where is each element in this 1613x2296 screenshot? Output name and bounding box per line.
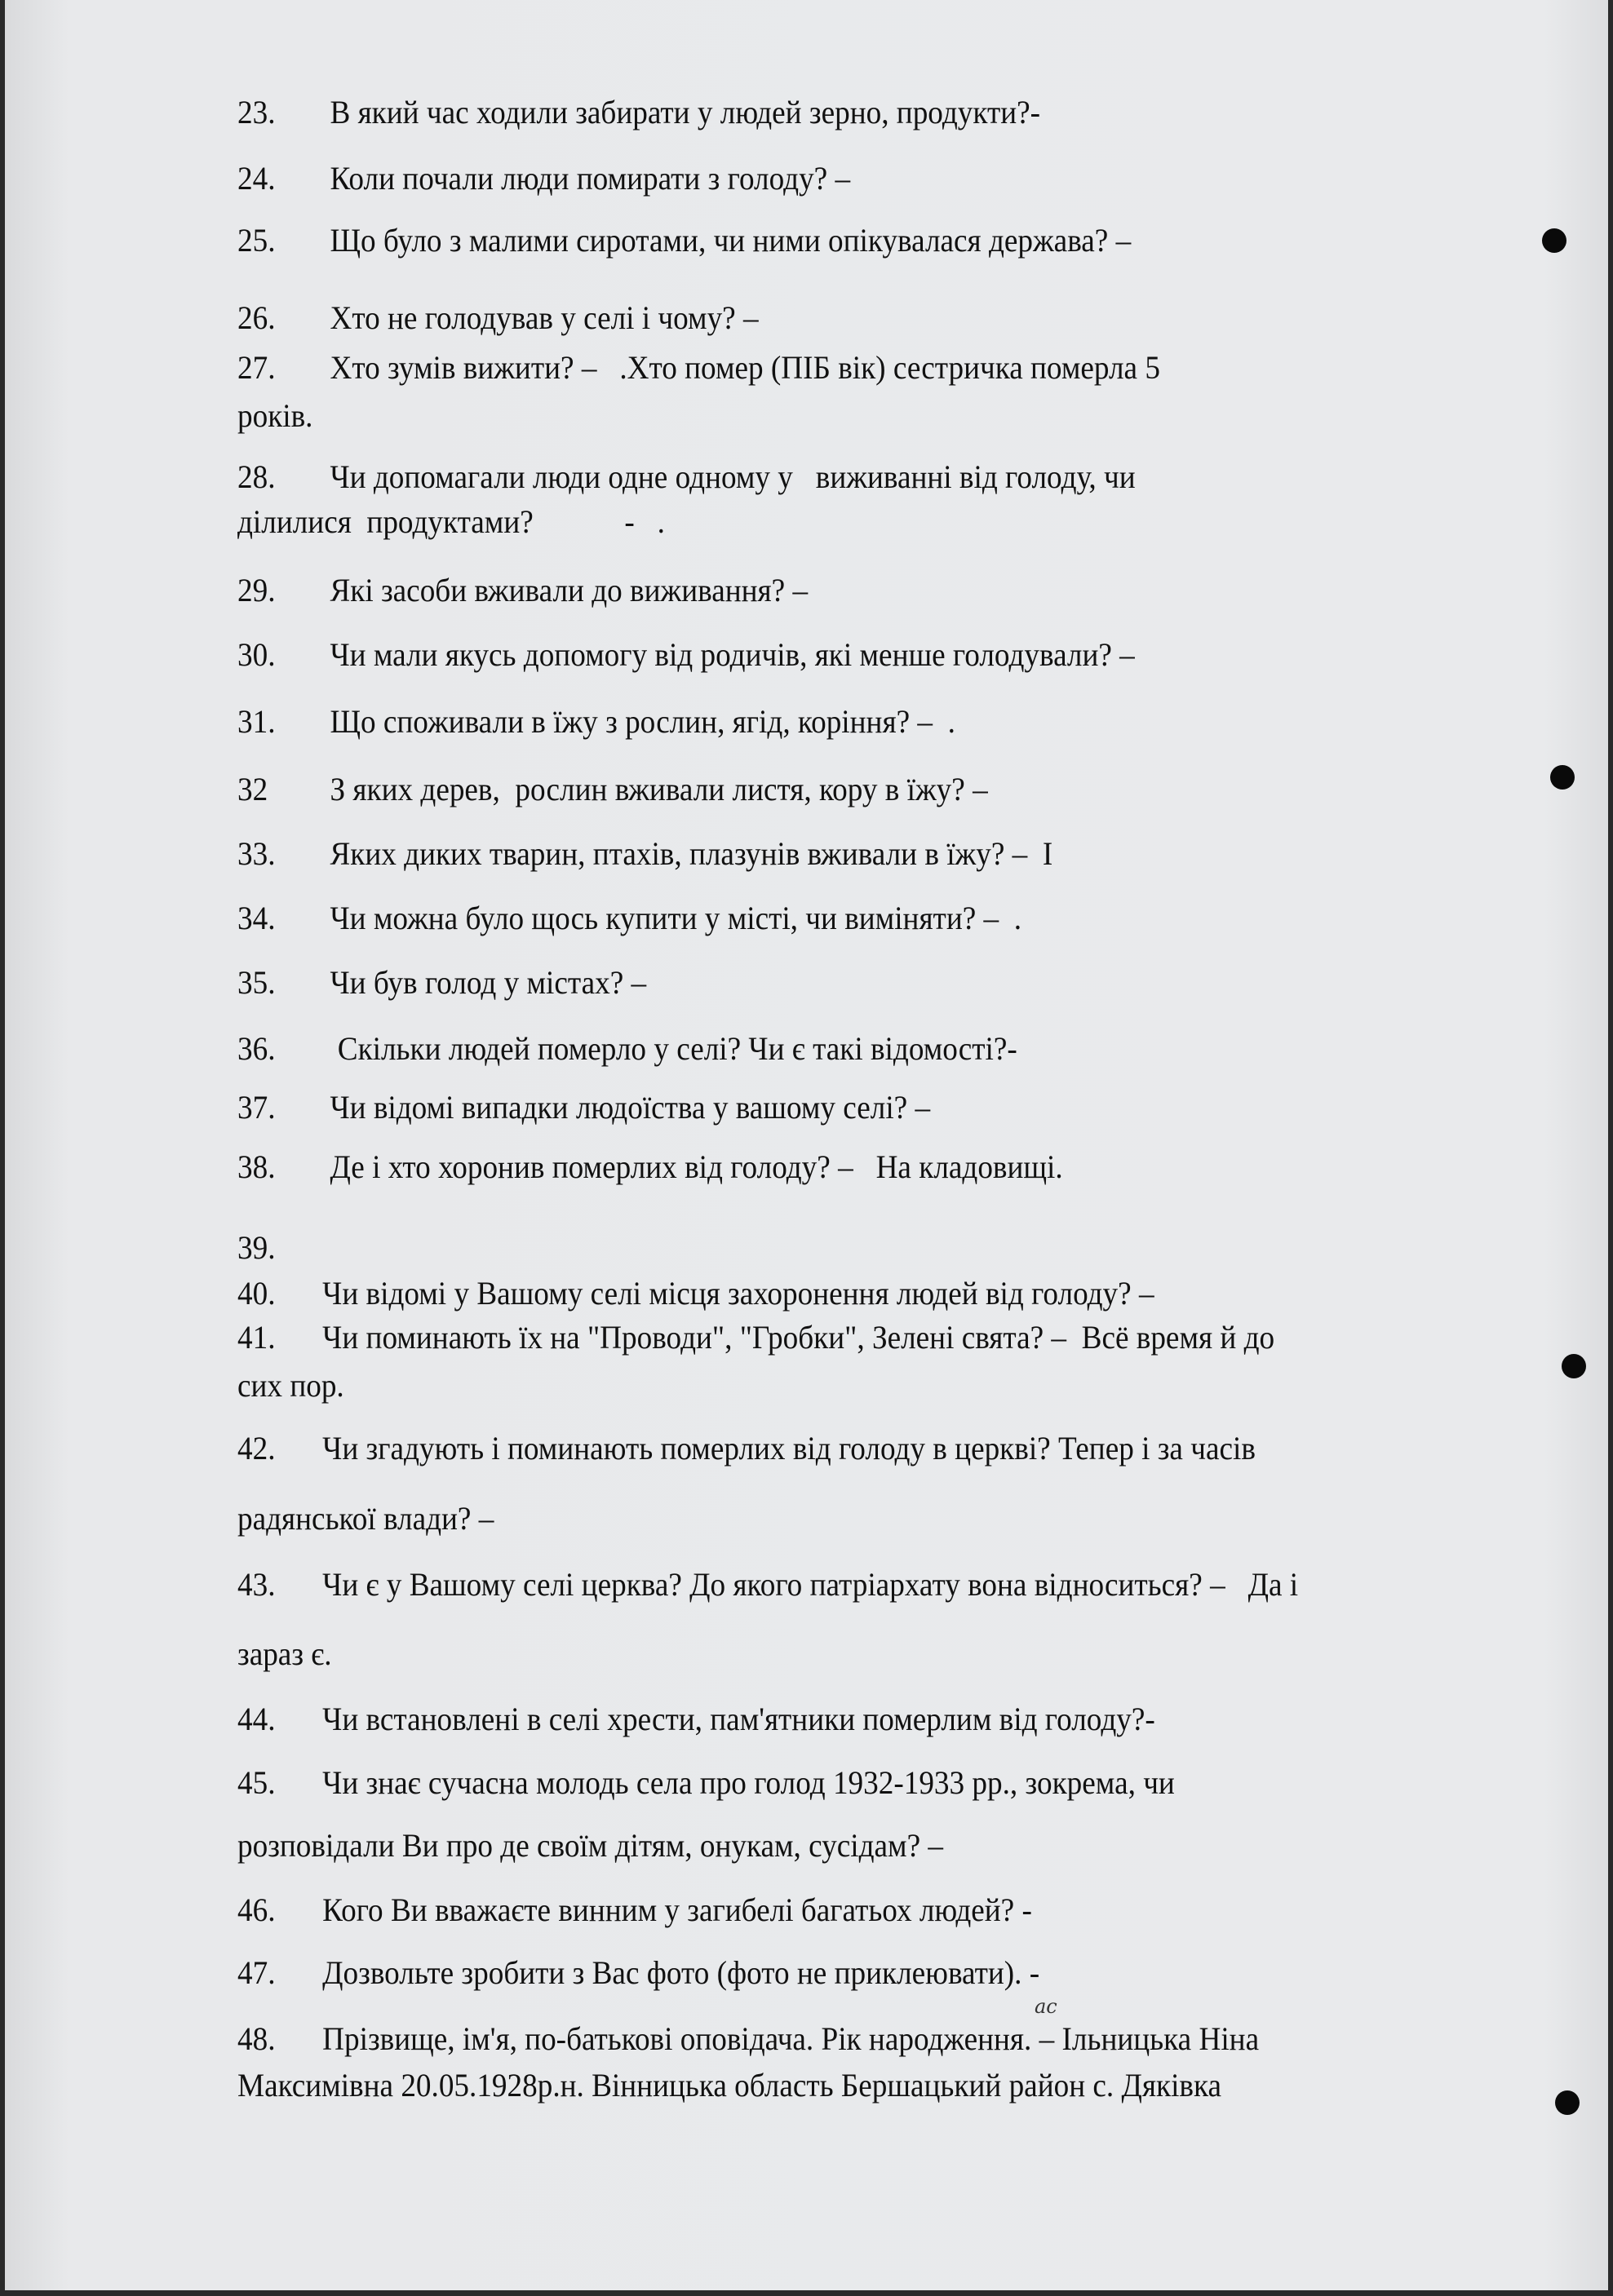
- question-line: [237, 571, 809, 610]
- question-line: [237, 1565, 1299, 1604]
- punch-hole: [1542, 228, 1566, 253]
- question-line: [237, 348, 1160, 387]
- question-text: Чи був голод у містах? –: [330, 964, 647, 1001]
- question-number: 34.: [237, 900, 276, 936]
- question-text: Що було з малими сиротами, чи ними опікувалася держава? –: [330, 222, 1132, 259]
- question-line: [237, 2020, 1260, 2059]
- question-text: Чи встановлені в селі хрести, пам'ятники померлим від голоду?-: [322, 1701, 1155, 1737]
- question-text: Чи можна було щось купити у місті, чи виміняти? – .: [330, 900, 1022, 936]
- question-line: [237, 1700, 1155, 1739]
- question-number: 43.: [237, 1566, 276, 1603]
- question-line: [237, 159, 851, 198]
- question-number: 46.: [237, 1891, 276, 1928]
- question-line: [237, 1891, 1032, 1930]
- question-line: [237, 899, 1022, 938]
- question-line: [237, 396, 312, 436]
- question-line: [237, 963, 647, 1002]
- question-line: [237, 2066, 1221, 2105]
- question-line: [237, 299, 759, 338]
- handwritten-note: ас: [1035, 1995, 1057, 2018]
- question-number: 48.: [237, 2020, 276, 2057]
- question-text: розповідали Ви про де своїм дітям, онукам, сусідам? –: [237, 1827, 944, 1864]
- question-text: Чи є у Вашому селі церква? До якого патріархату вона відноситься? – Да і: [322, 1566, 1299, 1603]
- question-line: [237, 1499, 494, 1538]
- question-number: 42.: [237, 1430, 276, 1467]
- question-number: 24.: [237, 160, 276, 197]
- question-number: 37.: [237, 1089, 276, 1126]
- question-text: радянської влади? –: [237, 1500, 494, 1537]
- question-line: [237, 458, 1136, 497]
- question-text: Яких диких тварин, птахів, плазунів вживали в їжу? – I: [330, 835, 1053, 872]
- question-text: Чи відомі у Вашому селі місця захоронення людей від голоду? –: [322, 1275, 1154, 1312]
- question-line: [237, 1318, 1275, 1357]
- question-line: [237, 702, 955, 741]
- question-text: сих пор.: [237, 1367, 344, 1404]
- question-number: 27.: [237, 349, 276, 386]
- question-text: Чи допомагали люди одне одному у виживанні від голоду, чи: [330, 458, 1136, 495]
- question-number: 32: [237, 771, 268, 807]
- question-number: 38.: [237, 1148, 276, 1185]
- question-line: [237, 770, 988, 809]
- question-number: 30.: [237, 636, 276, 673]
- question-line: [237, 1366, 344, 1405]
- question-text: ділилися продуктами? - .: [237, 503, 665, 540]
- question-line: [237, 1826, 943, 1865]
- question-line: [237, 93, 1041, 132]
- question-text: Які засоби вживали до виживання? –: [330, 572, 809, 608]
- question-line: [237, 502, 665, 542]
- question-number: 35.: [237, 964, 276, 1001]
- question-text: Де і хто хоронив померлих від голоду? – На кладовищі.: [330, 1148, 1063, 1185]
- question-line: [237, 1088, 931, 1127]
- question-text: років.: [237, 397, 313, 434]
- question-number: 36.: [237, 1030, 276, 1067]
- question-text: Дозвольте зробити з Вас фото (фото не приклеювати). -: [322, 1954, 1040, 1991]
- question-text: Скільки людей померло у селі? Чи є такі відомості?-: [330, 1030, 1017, 1067]
- question-number: 45.: [237, 1764, 276, 1801]
- question-text: Кого Ви вважаєте винним у загибелі багатьох людей? -: [322, 1891, 1032, 1928]
- question-text: Чи поминають їх на "Проводи", "Гробки", Зелені свята? – Всё время й до: [322, 1319, 1275, 1356]
- question-number: 33.: [237, 835, 276, 872]
- question-line: [237, 221, 1132, 260]
- question-line: [237, 1029, 1017, 1068]
- question-number: 41.: [237, 1319, 276, 1356]
- question-text: Хто зумів вижити? – .Хто помер (ПІБ вік) сестричка померла 5: [330, 349, 1160, 386]
- question-number: 29.: [237, 572, 276, 608]
- question-text: З яких дерев, рослин вживали листя, кору в їжу? –: [330, 771, 988, 807]
- question-line: [237, 1274, 1154, 1313]
- question-number: 23.: [237, 94, 276, 131]
- question-line: [237, 1429, 1256, 1468]
- punch-hole: [1550, 765, 1575, 790]
- question-number: 26.: [237, 299, 276, 336]
- question-text: Коли почали люди помирати з голоду? –: [330, 160, 851, 197]
- question-text: Що споживали в їжу з рослин, ягід, коріння? – .: [330, 703, 955, 740]
- question-text: В який час ходили забирати у людей зерно, продукти?-: [330, 94, 1041, 131]
- question-number: 39.: [237, 1229, 276, 1266]
- question-number: 25.: [237, 222, 276, 259]
- document-page: [5, 0, 1608, 2290]
- punch-hole: [1562, 1354, 1586, 1378]
- punch-hole: [1555, 2090, 1580, 2115]
- question-text: Чи знає сучасна молодь села про голод 1932-1933 рр., зокрема, чи: [322, 1764, 1175, 1801]
- question-text: зараз є.: [237, 1635, 332, 1672]
- question-text: Чи мали якусь допомогу від родичів, які менше голодували? –: [330, 636, 1135, 673]
- question-text: Чи згадують і поминають померлих від голоду в церкві? Тепер і за часів: [322, 1430, 1256, 1467]
- question-text: Чи відомі випадки людоїства у вашому селі? –: [330, 1089, 931, 1126]
- question-number: 47.: [237, 1954, 276, 1991]
- question-number: 44.: [237, 1701, 276, 1737]
- question-number: 28.: [237, 458, 276, 495]
- question-number: 31.: [237, 703, 276, 740]
- question-text: Максимівна 20.05.1928р.н. Вінницька область Бершацький район с. Дяківка: [237, 2067, 1222, 2104]
- question-line: [237, 635, 1135, 675]
- question-line: [237, 834, 1053, 874]
- question-line: [237, 1148, 1063, 1187]
- question-line: [237, 1953, 1040, 1993]
- question-text: Прізвище, ім'я, по-батькові оповідача. Рік народження. – Ільницька Ніна: [322, 2020, 1260, 2057]
- question-line: [237, 1763, 1175, 1803]
- question-line: [237, 1635, 332, 1674]
- question-text: Хто не голодував у селі і чому? –: [330, 299, 759, 336]
- question-number: 40.: [237, 1275, 276, 1312]
